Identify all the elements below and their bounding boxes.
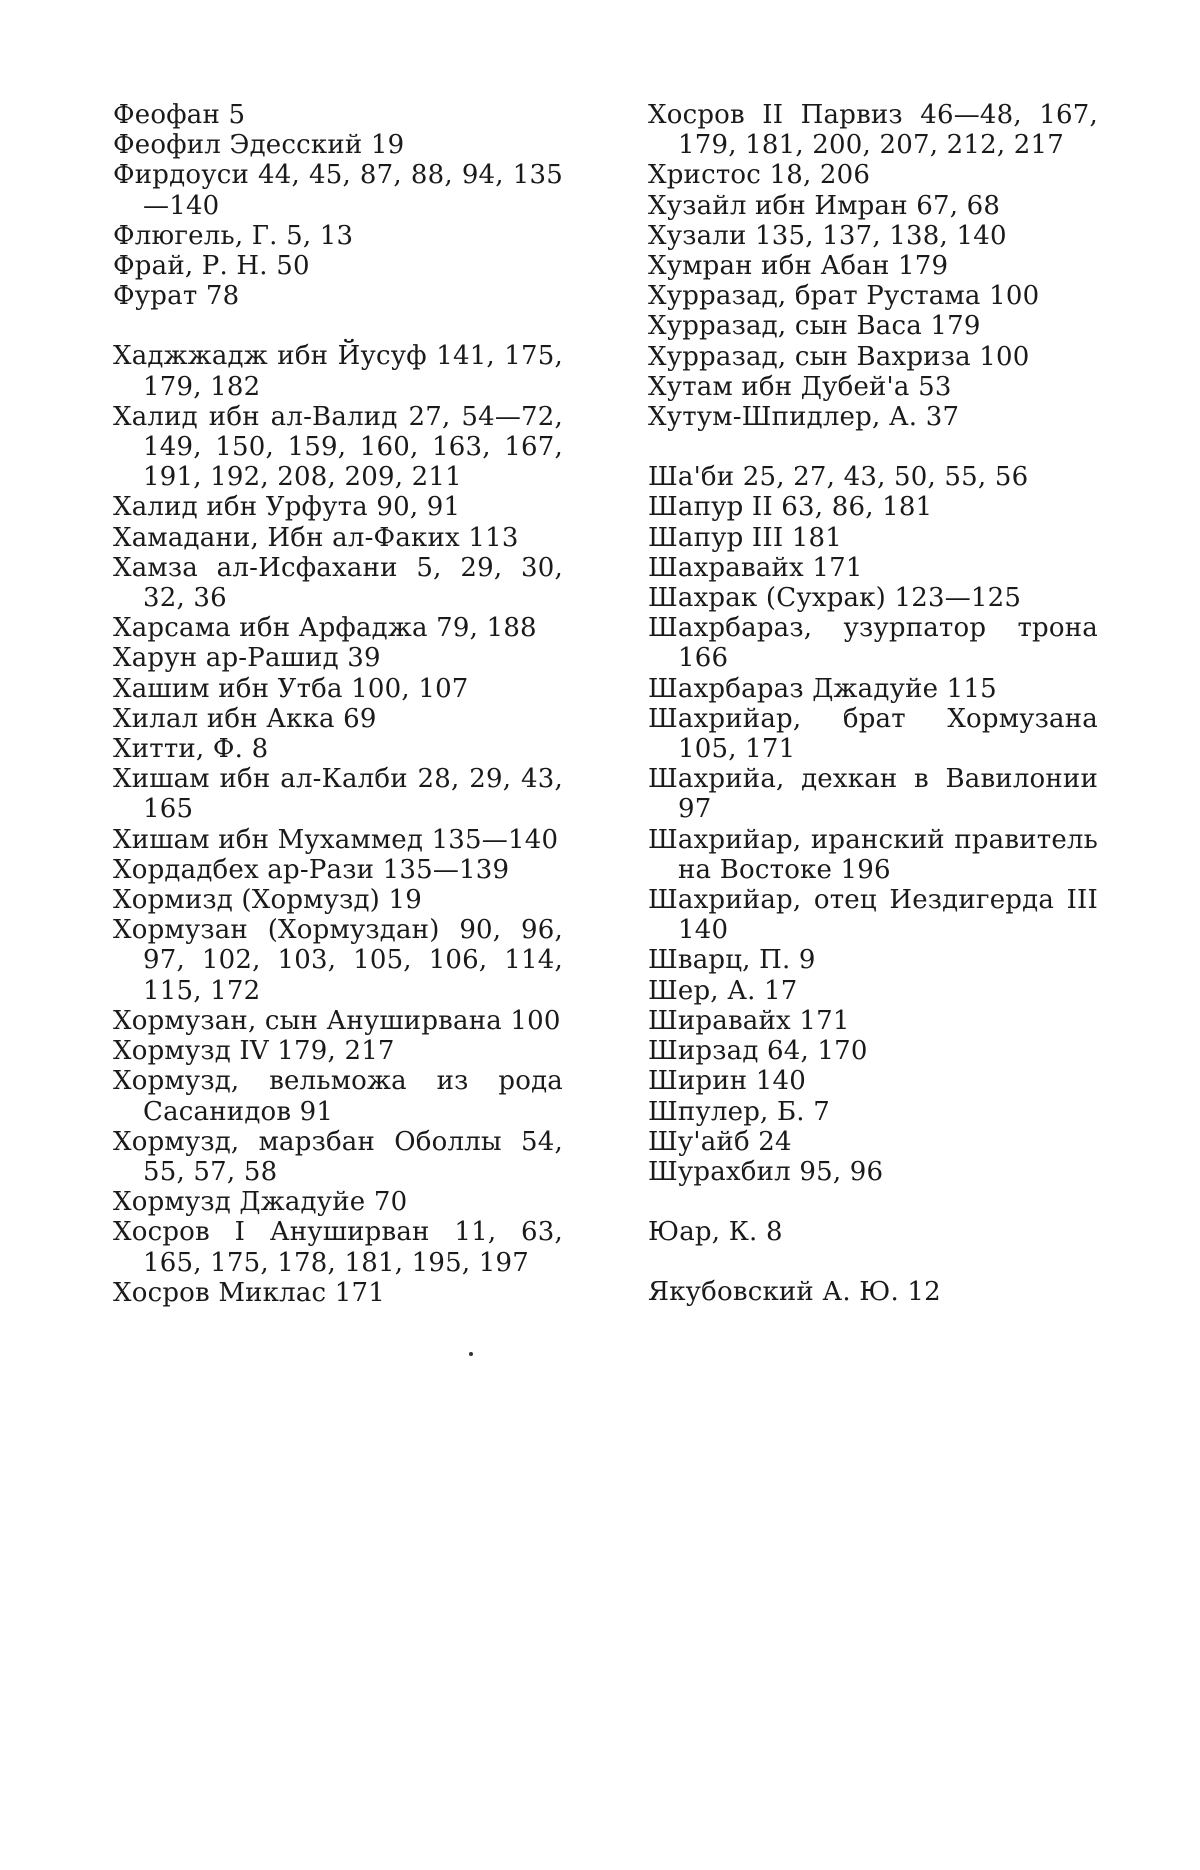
index-entry: Хишам ибн Мухаммед 135—140 bbox=[113, 824, 559, 855]
index-entry: Халид ибн Урфута 90, 91 bbox=[113, 492, 461, 523]
index-entry: Юар, К. 8 bbox=[648, 1217, 783, 1248]
index-entry: Шахрбараз, узурпатор трона 166 bbox=[648, 613, 1098, 674]
index-entry: Шахрбараз Джадуйе 115 bbox=[648, 673, 997, 704]
index-entry: Хормузд, марзбан Оболлы 54, 55, 57, 58 bbox=[113, 1126, 563, 1187]
stray-mark bbox=[469, 1352, 473, 1356]
index-entry: Хосров II Парвиз 46—48, 167, 179, 181, 200, 207, 212, 217 bbox=[648, 100, 1098, 161]
index-entry: Хордадбех ар-Рази 135—139 bbox=[113, 854, 510, 885]
index-entry: Феофан 5 bbox=[113, 100, 246, 130]
index-entry: Шер, А. 17 bbox=[648, 975, 798, 1006]
letter-group-gap bbox=[113, 311, 563, 341]
index-entry: Хашим ибн Утба 100, 107 bbox=[113, 673, 469, 704]
index-entry: Хузайл ибн Имран 67, 68 bbox=[648, 190, 1001, 221]
index-entry: Хумран ибн Абан 179 bbox=[648, 251, 949, 282]
index-column-left bbox=[113, 100, 563, 1308]
letter-group-gap bbox=[648, 432, 1098, 462]
index-entry: Хурразад, сын Вахриза 100 bbox=[648, 341, 1030, 372]
index-entry: Хормизд (Хормузд) 19 bbox=[113, 885, 422, 916]
index-entry: Хаджжадж ибн Йусуф 141, 175, 179, 182 bbox=[113, 341, 563, 402]
index-entry: Хосров I Ануширван 11, 63, 165, 175, 178, 181, 195, 197 bbox=[113, 1217, 563, 1278]
index-entry: Шахрийар, брат Хормузана 105, 171 bbox=[648, 703, 1098, 765]
index-entry: Шу'айб 24 bbox=[648, 1126, 792, 1157]
index-entry: Хурразад, брат Рустама 100 bbox=[648, 281, 1040, 312]
letter-group-gap bbox=[648, 1187, 1098, 1217]
index-entry: Якубовский А. Ю. 12 bbox=[648, 1277, 941, 1308]
index-entry: Хутум-Шпидлер, А. 37 bbox=[648, 402, 960, 433]
index-entry: Фрай, Р. Н. 50 bbox=[113, 251, 310, 282]
index-entry: Хутам ибн Дубей'а 53 bbox=[648, 371, 952, 402]
index-entry: Ширавайх 171 bbox=[648, 1005, 850, 1036]
index-entry: Харун ар-Рашид 39 bbox=[113, 643, 381, 674]
index-entry: Шахрийар, отец Иездигерда III 140 bbox=[648, 885, 1098, 946]
index-entry: Шахравайх 171 bbox=[648, 552, 863, 583]
index-entry: Хузали 135, 137, 138, 140 bbox=[648, 220, 1007, 251]
index-entry: Хормузд Джадуйе 70 bbox=[113, 1187, 408, 1218]
index-entry: Фирдоуси 44, 45, 87, 88, 94, 135—140 bbox=[113, 160, 563, 221]
index-entry: Хормузд, вельможа из рода Сасанидов 91 bbox=[113, 1066, 563, 1127]
index-entry: Шапур III 181 bbox=[648, 522, 843, 553]
index-entry: Шурахбил 95, 96 bbox=[648, 1156, 884, 1187]
index-entry: Халид ибн ал-Валид 27, 54—72, 149, 150, 159, 160, 163, 167, 191, 192, 208, 209, 211 bbox=[113, 401, 563, 493]
index-entry: Ша'би 25, 27, 43, 50, 55, 56 bbox=[648, 462, 1029, 493]
index-entry: Хормузан, сын Ануширвана 100 bbox=[113, 1005, 561, 1036]
index-entry: Флюгель, Г. 5, 13 bbox=[113, 220, 354, 251]
index-entry: Хосров Миклас 171 bbox=[113, 1277, 385, 1308]
index-entry: Шахрийар, иранский правитель на Востоке 196 bbox=[648, 824, 1098, 885]
index-entry: Харсама ибн Арфаджа 79, 188 bbox=[113, 613, 537, 644]
index-entry: Шахрийа, дехкан в Вавилонии 97 bbox=[648, 764, 1098, 825]
index-entry: Хормузд IV 179, 217 bbox=[113, 1036, 395, 1067]
index-entry: Хамадани, Ибн ал-Факих 113 bbox=[113, 522, 519, 553]
index-column-right bbox=[648, 100, 1098, 1308]
index-entry: Ширин 140 bbox=[648, 1066, 806, 1097]
index-entry: Христос 18, 206 bbox=[648, 160, 871, 191]
index-entry: Хормузан (Хормуздан) 90, 96, 97, 102, 103, 105, 106, 114, 115, 172 bbox=[113, 915, 563, 1006]
index-entry: Хишам ибн ал-Калби 28, 29, 43, 165 bbox=[113, 764, 563, 825]
index-entry: Феофил Эдесский 19 bbox=[113, 130, 405, 161]
index-entry: Фурат 78 bbox=[113, 281, 240, 312]
index-entry: Хурразад, сын Васа 179 bbox=[648, 311, 981, 342]
index-entry: Хилал ибн Акка 69 bbox=[113, 703, 377, 734]
index-entry: Шахрак (Сухрак) 123—125 bbox=[648, 583, 1022, 614]
index-entry: Хамза ал-Исфахани 5, 29, 30, 32, 36 bbox=[113, 552, 563, 614]
index-entry: Шапур II 63, 86, 181 bbox=[648, 492, 933, 523]
index-entry: Шварц, П. 9 bbox=[648, 945, 816, 976]
index-entry: Ширзад 64, 170 bbox=[648, 1036, 868, 1067]
index-entry: Хитти, Ф. 8 bbox=[113, 734, 269, 765]
letter-group-gap bbox=[648, 1247, 1098, 1277]
index-entry: Шпулер, Б. 7 bbox=[648, 1096, 830, 1127]
